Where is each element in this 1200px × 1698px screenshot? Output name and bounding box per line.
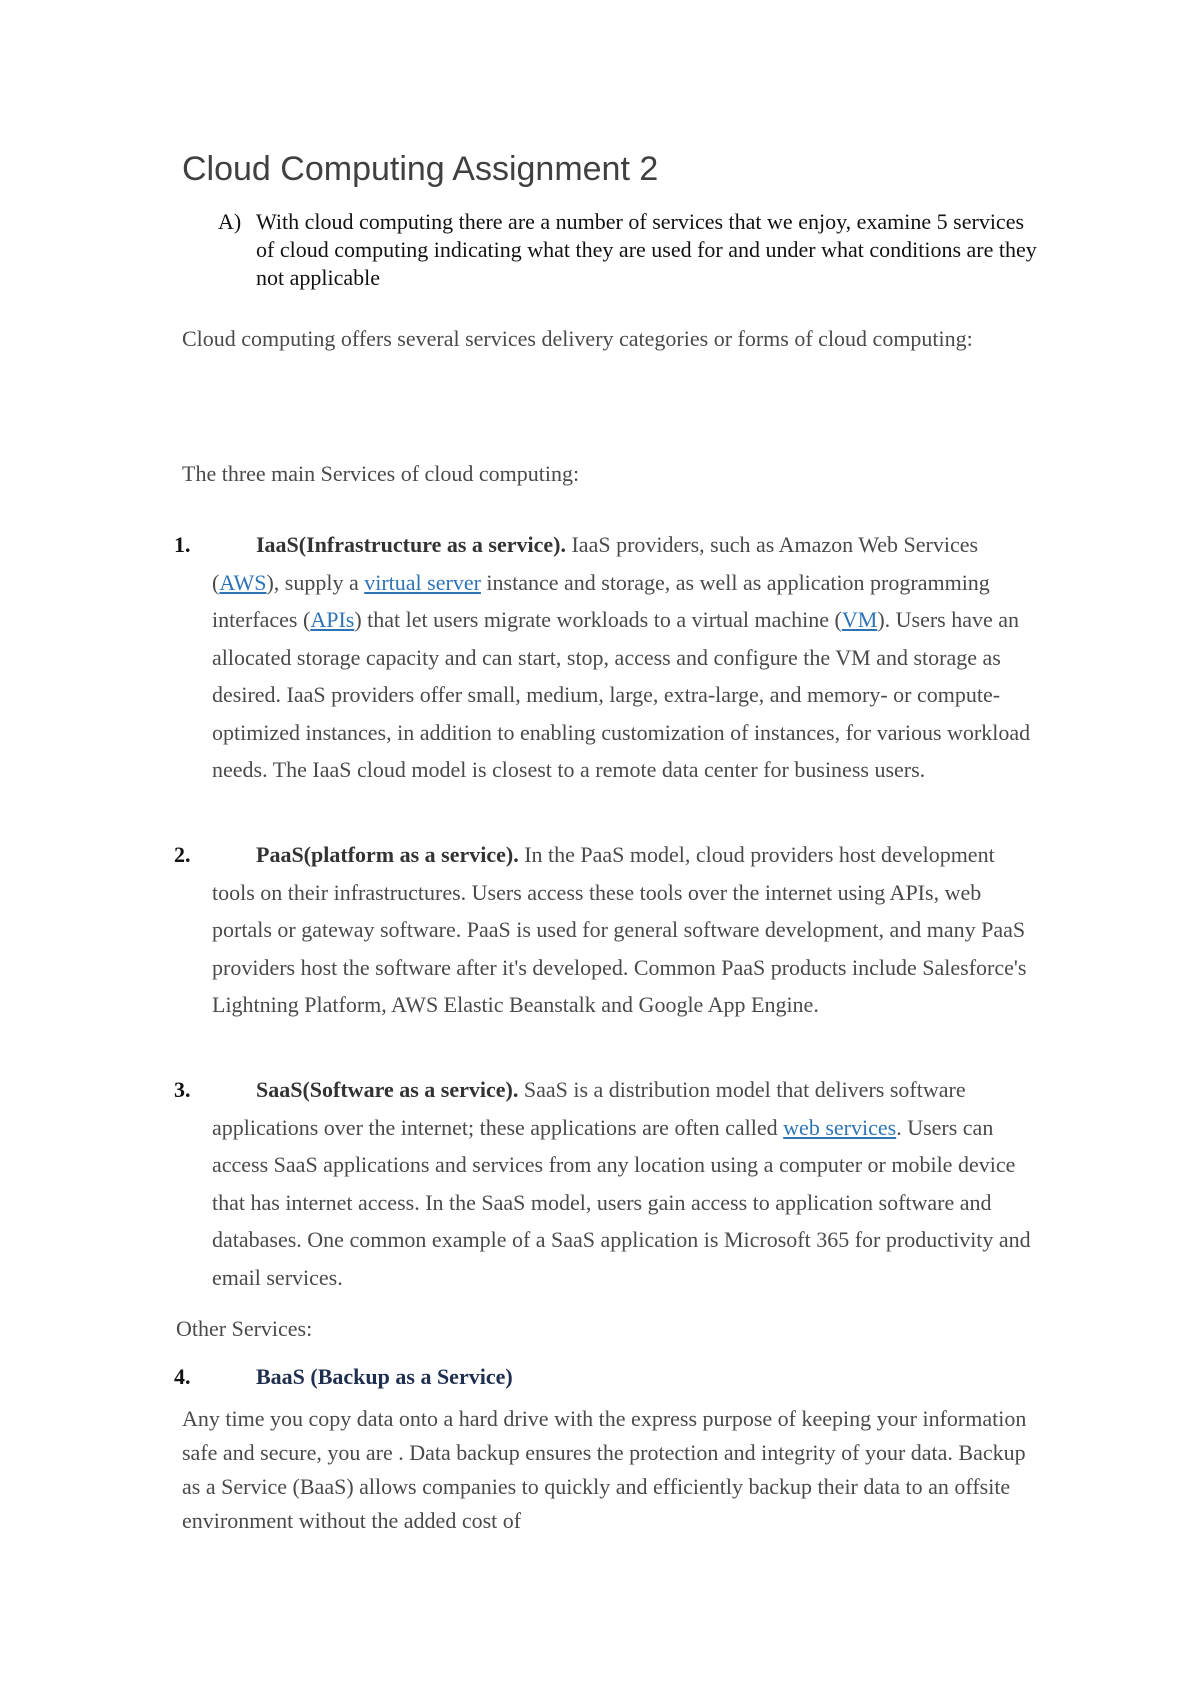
list-item-heading: SaaS(Software as a service). [256, 1077, 519, 1102]
list-item-text: SaaS is a distribution model that delivers software applications over the internet; these applications are often called [212, 1077, 966, 1140]
main-services-heading: The three main Services of cloud computing: [182, 461, 580, 486]
web-services-link[interactable]: web services [783, 1114, 897, 1140]
list-item-text: ), supply a [266, 569, 365, 595]
virtual-server-link[interactable]: virtual server [364, 569, 481, 595]
list-item-text: ) that let users migrate workloads to a virtual machine ( [354, 607, 842, 632]
document-title: Cloud Computing Assignment 2 [182, 150, 659, 188]
vm-link[interactable]: VM [841, 607, 878, 632]
list-item-paas [174, 836, 1034, 1024]
list-item-body [212, 1358, 1034, 1396]
aws-link[interactable]: AWS [219, 569, 267, 595]
list-number: 2. [174, 842, 191, 867]
list-item-body [212, 526, 1034, 789]
apis-link[interactable]: APIs [310, 607, 355, 632]
question-text: With cloud computing there are a number of services that we enjoy, examine 5 services of cloud computing indicating what they are used for and under what conditions are they not applicable [256, 209, 1037, 290]
list-number: 4. [174, 1364, 191, 1389]
list-item-saas [174, 1071, 1034, 1296]
baas-paragraph: Any time you copy data onto a hard drive with the express purpose of keeping your information safe and secure, you are . Data backup ensures the protection and integrity of your data. Backup as a Service (BaaS) allows companies to quickly and efficiently backup their data to an offsite environment without the added cost of [182, 1406, 1027, 1533]
list-number: 1. [174, 532, 191, 557]
list-item-body [212, 836, 1034, 1024]
list-item-text: ). Users have an allocated storage capacity and can start, stop, access and configure the VM and storage as desired. IaaS providers offer small, medium, large, extra-large, and memory- or compute-optimized instances, in addition to enabling customization of instances, for various workload needs. The IaaS cloud model is closest to a remote data center for business users. [212, 607, 1031, 782]
question-marker: A) [218, 209, 242, 234]
list-item-text: instance and storage, as well as application programming interfaces ( [212, 569, 990, 632]
list-item-baas [174, 1358, 1034, 1396]
list-item-text: In the PaaS model, cloud providers host development tools on their infrastructures. Users access these tools over the internet using APIs, web portals or gateway software. PaaS is used for general software development, and many PaaS providers host the software after it's developed. Common PaaS products include Salesforce's Lightning Platform, AWS Elastic Beanstalk and Google App Engine. [212, 842, 1027, 1017]
list-item-heading: IaaS(Infrastructure as a service). [256, 532, 566, 557]
list-item-heading: PaaS(platform as a service). [256, 842, 519, 867]
assignment-question [218, 208, 1038, 292]
list-item-text: . Users can access SaaS applications and services from any location using a computer or mobile device that has internet access. In the SaaS model, users gain access to application software and databases. One common example of a SaaS application is Microsoft 365 for productivity and email services. [212, 1114, 1031, 1290]
list-item-text: IaaS providers, such as Amazon Web Services ( [212, 532, 979, 595]
other-services-heading: Other Services: [176, 1316, 313, 1341]
list-item-body [212, 1071, 1034, 1296]
list-item-iaas [174, 526, 1034, 789]
intro-paragraph: Cloud computing offers several services delivery categories or forms of cloud computing: [182, 326, 973, 351]
list-number: 3. [174, 1077, 191, 1102]
list-item-heading: BaaS (Backup as a Service) [256, 1364, 513, 1389]
